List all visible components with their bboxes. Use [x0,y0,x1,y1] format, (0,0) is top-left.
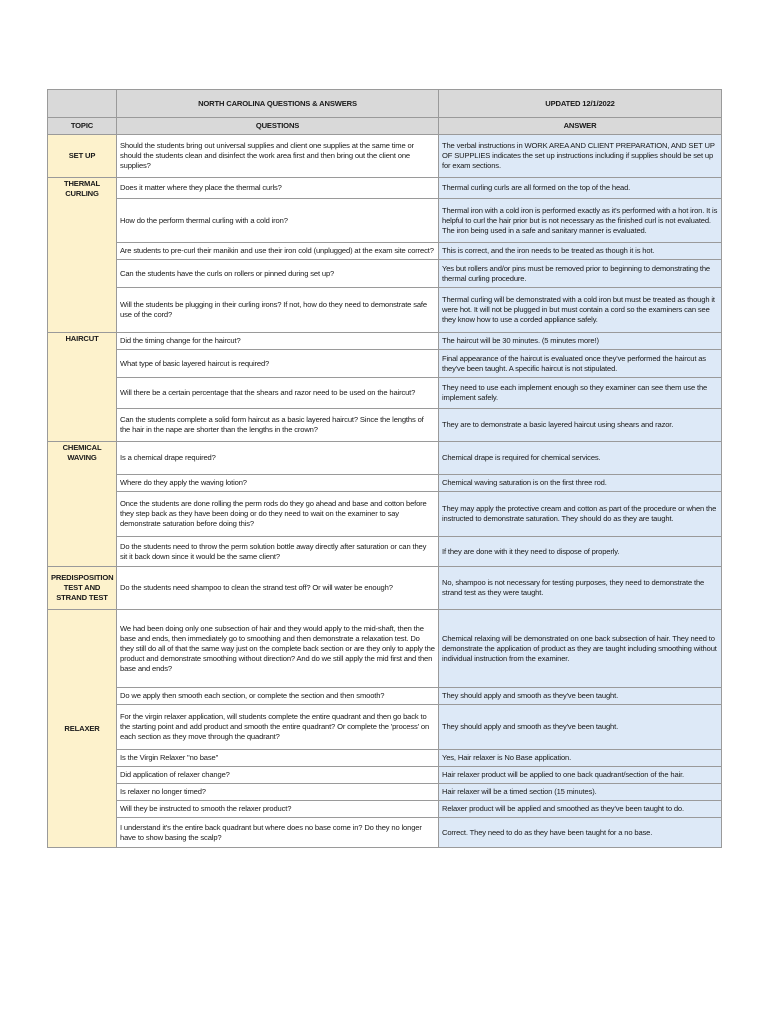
question-cell: Once the students are done rolling the perm rods do they go ahead and base and cotton before they step back as they have been doing or do they need to wait on the examiner to say demonstrate saturation before doing this? [117,492,439,537]
answer-cell: If they are done with it they need to dispose of properly. [439,537,722,567]
question-cell: Is relaxer no longer timed? [117,784,439,801]
table-row [48,199,722,243]
table-row [48,350,722,378]
question-cell: Where do they apply the waving lotion? [117,475,439,492]
table-row [48,688,722,705]
topic-cell: SET UP [48,135,117,178]
answer-cell: Correct. They need to do as they have been taught for a no base. [439,818,722,848]
answer-cell: No, shampoo is not necessary for testing purposes, they need to demonstrate the strand test as they were taught. [439,567,722,610]
answer-cell: Relaxer product will be applied and smoothed as they've been taught to do. [439,801,722,818]
table-row [48,135,722,178]
answer-cell: They may apply the protective cream and cotton as part of the procedure or when the instructed to demonstrate saturation. They should do as they are taught. [439,492,722,537]
table-row [48,442,722,475]
question-cell: Are students to pre-curl their manikin and use their iron cold (unplugged) at the exam site correct? [117,243,439,260]
table-row [48,705,722,750]
column-header-row [48,118,722,135]
table-row [48,567,722,610]
answer-cell: They are to demonstrate a basic layered haircut using shears and razor. [439,409,722,442]
answer-cell: Yes, Hair relaxer is No Base application. [439,750,722,767]
page-title: NORTH CAROLINA QUESTIONS & ANSWERS [117,90,439,118]
question-cell: How do the perform thermal curling with a cold iron? [117,199,439,243]
table-row [48,260,722,288]
table-row [48,784,722,801]
question-cell: Did the timing change for the haircut? [117,333,439,350]
topic-cell: THERMAL CURLING [48,178,117,333]
question-cell: Can the students complete a solid form haircut as a basic layered haircut? Since the lengths of the hair in the nape are shorter than the lengths in the crown? [117,409,439,442]
question-cell: Will they be instructed to smooth the relaxer product? [117,801,439,818]
answer-cell: Thermal iron with a cold iron is performed exactly as it's performed with a hot iron. It is helpful to curl the hair prior but is not necessary as the finished curl is not evaluated. The iron being used in a safe and sanitary manner is evaluated. [439,199,722,243]
answer-cell: They need to use each implement enough so they examiner can see them use the implement safely. [439,378,722,409]
answer-cell: Thermal curling will be demonstrated with a cold iron but must be treated as though it were hot. It will not be plugged in but must contain a cord so the examiners can see they know how to use a corded appliance safely. [439,288,722,333]
question-cell: Can the students have the curls on rollers or pinned during set up? [117,260,439,288]
answer-cell: Chemical waving saturation is on the first three rod. [439,475,722,492]
table-row [48,767,722,784]
answer-cell: Hair relaxer product will be applied to one back quadrant/section of the hair. [439,767,722,784]
question-cell: Did application of relaxer change? [117,767,439,784]
table-row [48,818,722,848]
answer-cell: Thermal curling curls are all formed on the top of the head. [439,178,722,199]
table-row [48,243,722,260]
table-row [48,610,722,688]
answer-cell: The verbal instructions in WORK AREA AND CLIENT PREPARATION, AND SET UP OF SUPPLIES indicates the set up instructions including if supplies should be set up for exam sections. [439,135,722,178]
table-row [48,492,722,537]
question-cell: Will the students be plugging in their curling irons? If not, how do they need to demonstrate safe use of the cord? [117,288,439,333]
question-cell: We had been doing only one subsection of hair and they would apply to the mid-shaft, then the base and ends, then immediately go to smoothing and then demonstrate a relaxation test. Do they still do all of that the same way just on the complete back section or are they only to apply the product and demonstrate smoothing without direction? And do we still apply the mid first and then base and ends? [117,610,439,688]
corner-cell [48,90,117,118]
question-cell: I understand it's the entire back quadrant but where does no base come in? Do they no longer have to show basing the scalp? [117,818,439,848]
question-cell: Do we apply then smooth each section, or complete the section and then smooth? [117,688,439,705]
question-cell: Do the students need to throw the perm solution bottle away directly after saturation or can they sit it back down since it would be the same client? [117,537,439,567]
question-cell: Is the Virgin Relaxer "no base" [117,750,439,767]
updated-date: UPDATED 12/1/2022 [439,90,722,118]
column-header-topic: TOPIC [48,118,117,135]
qa-table [47,89,722,848]
table-row [48,475,722,492]
topic-cell: CHEMICAL WAVING [48,442,117,567]
question-cell: What type of basic layered haircut is required? [117,350,439,378]
topic-cell: HAIRCUT [48,333,117,442]
answer-cell: They should apply and smooth as they've been taught. [439,705,722,750]
column-header-questions: QUESTIONS [117,118,439,135]
question-cell: Is a chemical drape required? [117,442,439,475]
topic-cell: PREDISPOSITION TEST AND STRAND TEST [48,567,117,610]
answer-cell: This is correct, and the iron needs to be treated as though it is hot. [439,243,722,260]
answer-cell: Final appearance of the haircut is evaluated once they've performed the haircut as they've been taught. A specific haircut is not stipulated. [439,350,722,378]
table-row [48,178,722,199]
question-cell: Will there be a certain percentage that the shears and razor need to be used on the haircut? [117,378,439,409]
question-cell: For the virgin relaxer application, will students complete the entire quadrant and then go back to the starting point and add product and smooth the entire quadrant? Or complete the 'process' on each section as they move through the quadrant? [117,705,439,750]
table-row [48,333,722,350]
answer-cell: Chemical relaxing will be demonstrated on one back subsection of hair. They need to demonstrate the application of product as they are taught including smoothing without individual instruction from the examiner. [439,610,722,688]
question-cell: Do the students need shampoo to clean the strand test off? Or will water be enough? [117,567,439,610]
title-row [48,90,722,118]
answer-cell: Chemical drape is required for chemical services. [439,442,722,475]
table-row [48,409,722,442]
question-cell: Does it matter where they place the thermal curls? [117,178,439,199]
answer-cell: Hair relaxer will be a timed section (15 minutes). [439,784,722,801]
question-cell: Should the students bring out universal supplies and client one supplies at the same time or should the students clean and disinfect the work area first and then bring out the client one supplies? [117,135,439,178]
table-row [48,801,722,818]
table-row [48,537,722,567]
answer-cell: The haircut will be 30 minutes. (5 minutes more!) [439,333,722,350]
table-row [48,750,722,767]
answer-cell: They should apply and smooth as they've been taught. [439,688,722,705]
answer-cell: Yes but rollers and/or pins must be removed prior to beginning to demonstrating the thermal curling procedure. [439,260,722,288]
topic-cell: RELAXER [48,610,117,848]
table-row [48,288,722,333]
table-row [48,378,722,409]
column-header-answer: ANSWER [439,118,722,135]
